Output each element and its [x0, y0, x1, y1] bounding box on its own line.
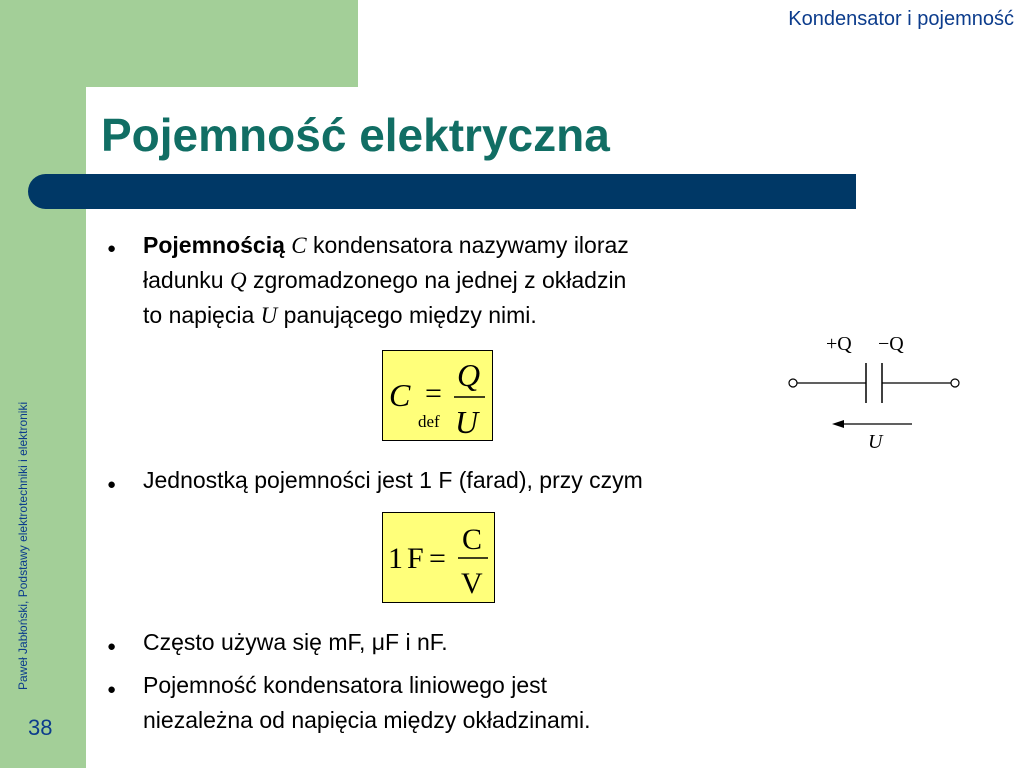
variable-u: U: [260, 303, 278, 328]
text-run: to napięcia: [143, 302, 261, 328]
bullet-marker: [107, 677, 121, 700]
bold-term: Pojemnością: [143, 232, 285, 258]
formula2-num: C: [462, 523, 483, 556]
text-run: kondensatora nazywamy iloraz: [306, 232, 629, 258]
title-underline-bar: [28, 174, 856, 209]
variable-q: Q: [229, 268, 247, 293]
author-caption: Paweł Jabłoński, Podstawy elektrotechniki i elektroniki: [16, 401, 30, 690]
bullet-1-line-1: [143, 228, 629, 263]
bullet-marker: [107, 472, 121, 495]
formula-eq: =: [425, 377, 442, 410]
plus-q-label: +Q: [826, 333, 852, 355]
terminal-right: [951, 379, 959, 387]
green-top-band: [86, 0, 358, 87]
formula2-unit: F: [407, 542, 424, 575]
text-run: zgromadzonego na jednej z okładzin: [246, 267, 627, 293]
voltage-arrow-head: [832, 420, 844, 428]
text-run: ładunku: [143, 267, 230, 293]
formula-sub: def: [418, 412, 440, 431]
formula2-eq: =: [429, 542, 446, 575]
page-number: 38: [28, 715, 53, 740]
bullet-4-line-2: niezależna od napięcia między okładzinami.: [143, 707, 591, 733]
formula-num: Q: [457, 357, 481, 393]
bullet-marker: [107, 634, 121, 657]
terminal-left: [789, 379, 797, 387]
formula-lhs: C: [389, 377, 411, 413]
formula2-one: 1: [388, 542, 403, 575]
formula2-den: V: [461, 567, 483, 600]
minus-q-label: −Q: [878, 333, 904, 355]
header-title: Kondensator i pojemność: [788, 8, 1014, 30]
formula-1-svg: [383, 351, 492, 440]
capacitor-diagram: [780, 326, 980, 456]
formula-den: U: [455, 404, 479, 440]
bullet-3: Często używa się mF, μF i nF.: [143, 629, 448, 655]
bullet-marker: [107, 236, 121, 259]
capacitance-formula: [382, 350, 493, 441]
bullet-4-line-1: Pojemność kondensatora liniowego jest: [143, 672, 548, 698]
slide-title: Pojemność elektryczna: [101, 109, 610, 161]
text-run: panującego między nimi.: [277, 302, 537, 328]
formula-2-svg: [383, 513, 494, 602]
bullet-2: Jednostką pojemności jest 1 F (farad), przy czym: [143, 467, 643, 493]
bullet-1-line-3: [143, 298, 537, 333]
voltage-label: U: [868, 431, 883, 453]
variable-c: C: [291, 233, 307, 258]
green-sidebar: [0, 0, 86, 768]
bullet-1-line-2: [143, 263, 626, 298]
farad-formula: [382, 512, 495, 603]
